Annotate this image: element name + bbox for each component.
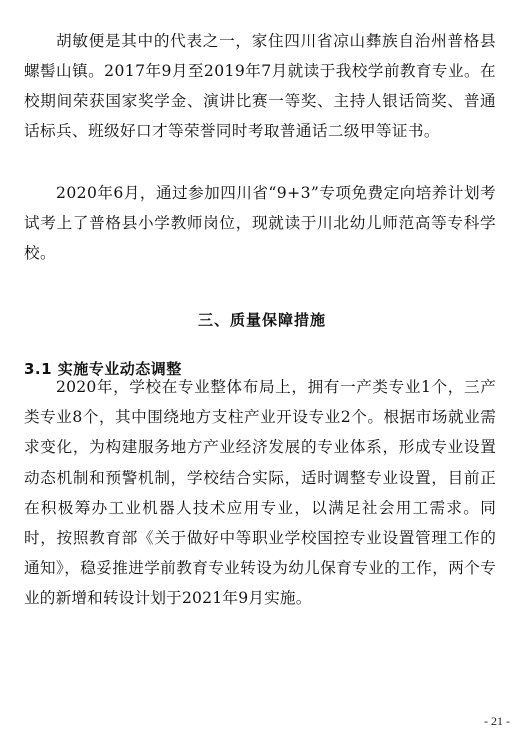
paragraph-student-profile: 胡敏便是其中的代表之一，家住四川省凉山彝族自治州普格县螺髻山镇。2017年9月至2019年7月就读于我校学前教育专业。在校期间荣获国家奖学金、演讲比赛一等奖、主持人银话筒奖、普通话标兵、班级好口才等荣誉同时考取普通话二级甲等证书。 (24, 32, 496, 140)
page-number: - 21 - (484, 714, 510, 728)
paragraph-student-employment: 2020年6月，通过参加四川省“9+3”专项免费定向培养计划考试考上了普格县小学教师岗位，现就读于川北幼儿师范高等专科学校。 (24, 184, 496, 262)
section-heading: 三、质量保障措施 (197, 311, 326, 329)
paragraph-program-adjustment: 2020年，学校在专业整体布局上，拥有一产类专业1个，三产类专业8个，其中围绕地方支柱产业开设专业2个。根据市场就业需求变化，为构建服务地方产业经济发展的专业体系，形成专业设置动态机制和预警机制，学校结合实际，适时调整专业设置，目前正在积极筹办工业机器人技术应用专业，以满足社会用工需求。同时，按照教育部《关于做好中等职业学校国控专业设置管理工作的通知》，稳妥推进学前教育专业转设为幼儿保育专业的工作，两个专业的新增和转设计划于2021年9月实施。 (24, 378, 496, 608)
subsection-heading: 3.1 实施专业动态调整 (24, 360, 182, 378)
